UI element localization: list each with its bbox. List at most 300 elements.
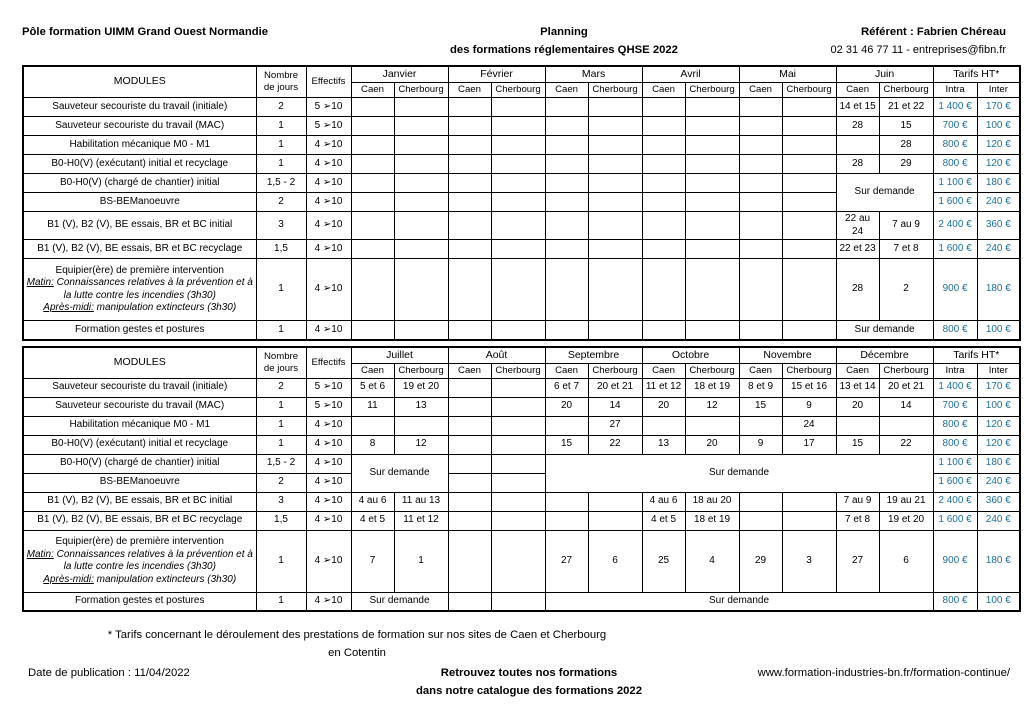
price-intra-cell: 900 €	[933, 530, 977, 592]
session-cell-empty	[782, 155, 836, 174]
col-header-month-septembre: Septembre	[545, 347, 642, 364]
module-name-cell: Sauveteur secouriste du travail (MAC)	[23, 397, 256, 416]
session-date-cell: 15	[836, 435, 879, 454]
session-date-cell: 15	[545, 435, 588, 454]
price-inter-cell: 360 €	[977, 492, 1020, 511]
col-header-caen: Caen	[545, 363, 588, 378]
session-date-cell: 21 et 22	[879, 98, 933, 117]
session-cell-empty	[782, 174, 836, 193]
module-effectifs-cell: 5 ➢10	[306, 98, 351, 117]
session-cell-empty	[448, 592, 491, 611]
tarifs-footnote	[0, 626, 1024, 662]
session-cell-empty	[739, 321, 782, 340]
col-header-cherbourg: Cherbourg	[588, 363, 642, 378]
session-cell-empty	[351, 193, 394, 212]
page-footer	[0, 664, 1024, 700]
session-cell-empty	[448, 397, 491, 416]
module-name-cell: Equipier(ère) de première intervention Matin: Connaissances relatives à la prévention et à la lutte contre les incendies (3h30) Après-midi: manipulation extincteurs (3h30)	[23, 530, 256, 592]
col-header-caen: Caen	[836, 83, 879, 98]
session-cell-empty	[491, 193, 545, 212]
planning-tables	[0, 65, 1024, 612]
module-name-cell: Sauveteur secouriste du travail (MAC)	[23, 117, 256, 136]
module-days-cell: 1	[256, 397, 306, 416]
session-cell-empty	[448, 511, 491, 530]
module-days-cell: 1	[256, 259, 306, 321]
planning-table-first-semester	[22, 65, 1021, 341]
col-header-month-decembre: Décembre	[836, 347, 933, 364]
module-days-cell: 2	[256, 473, 306, 492]
module-days-cell: 3	[256, 212, 306, 240]
sur-demande-cell: Sur demande	[545, 454, 933, 492]
module-effectifs-cell: 5 ➢10	[306, 117, 351, 136]
sur-demande-cell: Sur demande	[351, 592, 448, 611]
session-cell-empty	[685, 416, 739, 435]
col-header-effectifs: Effectifs	[306, 66, 351, 98]
price-intra-cell: 800 €	[933, 592, 977, 611]
session-cell-empty	[448, 454, 491, 473]
session-date-cell: 7 et 8	[836, 511, 879, 530]
session-cell-empty	[588, 98, 642, 117]
module-name-cell: B1 (V), B2 (V), BE essais, BR et BC recyclage	[23, 511, 256, 530]
module-days-cell: 1	[256, 416, 306, 435]
session-date-cell: 4 au 6	[351, 492, 394, 511]
session-cell-empty	[642, 136, 685, 155]
header-referent: Référent : Fabrien Chéreau	[860, 26, 1006, 38]
session-cell-empty	[642, 416, 685, 435]
price-inter-cell: 120 €	[977, 416, 1020, 435]
session-cell-empty	[588, 174, 642, 193]
header-row-months	[23, 347, 1020, 364]
session-date-cell: 28	[836, 155, 879, 174]
session-cell-empty	[491, 136, 545, 155]
price-intra-cell: 800 €	[933, 321, 977, 340]
session-cell-empty	[588, 193, 642, 212]
session-date-cell: 24	[782, 416, 836, 435]
session-cell-empty	[394, 193, 448, 212]
price-intra-cell: 900 €	[933, 259, 977, 321]
col-header-modules: MODULES	[23, 66, 256, 98]
session-date-cell: 6 et 7	[545, 378, 588, 397]
session-cell-empty	[642, 212, 685, 240]
col-header-caen: Caen	[448, 83, 491, 98]
session-date-cell: 22	[879, 435, 933, 454]
sur-demande-cell: Sur demande	[351, 454, 448, 492]
session-cell-empty	[545, 511, 588, 530]
price-inter-cell: 100 €	[977, 117, 1020, 136]
session-date-cell: 19 au 21	[879, 492, 933, 511]
session-date-cell: 20 et 21	[879, 378, 933, 397]
price-inter-cell: 240 €	[977, 473, 1020, 492]
col-header-caen: Caen	[545, 83, 588, 98]
session-cell-empty	[782, 193, 836, 212]
page-title: Planning	[540, 26, 588, 38]
catalogue-line-1: Retrouvez toutes nos formations	[440, 666, 618, 679]
session-cell-empty	[739, 155, 782, 174]
session-cell-empty	[545, 240, 588, 259]
header-contact	[706, 24, 1006, 59]
price-intra-cell: 800 €	[933, 136, 977, 155]
session-cell-empty	[394, 416, 448, 435]
module-name-cell: B1 (V), B2 (V), BE essais, BR et BC initial	[23, 492, 256, 511]
module-days-cell: 1	[256, 530, 306, 592]
session-date-cell: 20	[685, 435, 739, 454]
session-cell-empty	[545, 416, 588, 435]
session-date-cell: 6	[588, 530, 642, 592]
session-cell-empty	[685, 136, 739, 155]
session-cell-empty	[448, 117, 491, 136]
session-date-cell: 15	[879, 117, 933, 136]
session-date-cell: 20	[836, 397, 879, 416]
table-row	[23, 259, 1020, 321]
session-cell-empty	[491, 321, 545, 340]
col-header-caen: Caen	[351, 363, 394, 378]
session-cell-empty	[545, 136, 588, 155]
session-cell-empty	[491, 435, 545, 454]
session-cell-empty	[545, 193, 588, 212]
module-days-cell: 2	[256, 98, 306, 117]
session-cell-empty	[739, 212, 782, 240]
session-date-cell: 11 et 12	[394, 511, 448, 530]
session-date-cell: 7 au 9	[879, 212, 933, 240]
col-header-cherbourg: Cherbourg	[879, 83, 933, 98]
col-header-cherbourg: Cherbourg	[685, 363, 739, 378]
col-header-caen: Caen	[642, 83, 685, 98]
price-inter-cell: 180 €	[977, 454, 1020, 473]
col-header-month-janvier: Janvier	[351, 66, 448, 83]
module-days-cell: 2	[256, 378, 306, 397]
session-cell-empty	[642, 259, 685, 321]
session-cell-empty	[782, 212, 836, 240]
price-inter-cell: 180 €	[977, 259, 1020, 321]
module-name-cell: Formation gestes et postures	[23, 321, 256, 340]
session-cell-empty	[448, 136, 491, 155]
session-date-cell: 25	[642, 530, 685, 592]
session-cell-empty	[351, 98, 394, 117]
session-cell-empty	[836, 136, 879, 155]
session-cell-empty	[642, 117, 685, 136]
session-cell-empty	[642, 155, 685, 174]
price-inter-cell: 240 €	[977, 511, 1020, 530]
module-effectifs-cell: 4 ➢10	[306, 174, 351, 193]
page-header	[0, 0, 1024, 65]
session-cell-empty	[545, 98, 588, 117]
session-cell-empty	[685, 117, 739, 136]
price-inter-cell: 180 €	[977, 174, 1020, 193]
module-name-cell: B0-H0(V) (chargé de chantier) initial	[23, 454, 256, 473]
session-date-cell: 13	[394, 397, 448, 416]
session-cell-empty	[782, 98, 836, 117]
module-days-cell: 1,5 - 2	[256, 174, 306, 193]
module-name-cell: BS-BEManoeuvre	[23, 473, 256, 492]
header-title	[422, 24, 706, 59]
module-name-cell: B1 (V), B2 (V), BE essais, BR et BC initial	[23, 212, 256, 240]
session-cell-empty	[739, 240, 782, 259]
session-cell-empty	[545, 259, 588, 321]
session-cell-empty	[448, 212, 491, 240]
module-days-cell: 1,5	[256, 240, 306, 259]
sur-demande-cell: Sur demande	[836, 321, 933, 340]
session-cell-empty	[491, 98, 545, 117]
session-cell-empty	[685, 212, 739, 240]
module-days-cell: 1	[256, 435, 306, 454]
session-date-cell: 19 et 20	[394, 378, 448, 397]
session-cell-empty	[739, 136, 782, 155]
session-cell-empty	[491, 511, 545, 530]
session-cell-empty	[685, 240, 739, 259]
session-cell-empty	[588, 155, 642, 174]
session-cell-empty	[448, 193, 491, 212]
price-inter-cell: 360 €	[977, 212, 1020, 240]
session-cell-empty	[491, 378, 545, 397]
session-cell-empty	[545, 174, 588, 193]
col-header-cherbourg: Cherbourg	[782, 83, 836, 98]
module-days-cell: 1,5	[256, 511, 306, 530]
footnote-line-1: * Tarifs concernant le déroulement des prestations de formation sur nos sites de Caen et Cherbourg	[107, 629, 607, 642]
session-cell-empty	[448, 98, 491, 117]
col-header-caen: Caen	[642, 363, 685, 378]
session-cell-empty	[782, 136, 836, 155]
col-header-cherbourg: Cherbourg	[782, 363, 836, 378]
session-cell-empty	[782, 321, 836, 340]
price-intra-cell: 1 600 €	[933, 511, 977, 530]
module-name-cell: Equipier(ère) de première intervention Matin: Connaissances relatives à la prévention et à la lutte contre les incendies (3h30) Après-midi: manipulation extincteurs (3h30)	[23, 259, 256, 321]
col-header-month-octobre: Octobre	[642, 347, 739, 364]
price-inter-cell: 240 €	[977, 240, 1020, 259]
session-date-cell: 18 et 19	[685, 378, 739, 397]
session-date-cell: 20 et 21	[588, 378, 642, 397]
price-intra-cell: 1 600 €	[933, 240, 977, 259]
session-date-cell: 8 et 9	[739, 378, 782, 397]
header-row-months	[23, 66, 1020, 83]
session-date-cell: 9	[782, 397, 836, 416]
header-organization: Pôle formation UIMM Grand Ouest Normandie	[22, 26, 269, 38]
price-intra-cell: 800 €	[933, 435, 977, 454]
session-cell-empty	[588, 117, 642, 136]
session-cell-empty	[491, 259, 545, 321]
module-effectifs-cell: 5 ➢10	[306, 397, 351, 416]
session-cell-empty	[351, 212, 394, 240]
session-cell-empty	[491, 416, 545, 435]
session-date-cell: 1	[394, 530, 448, 592]
session-date-cell: 20	[545, 397, 588, 416]
session-cell-empty	[491, 473, 545, 492]
table-row	[23, 98, 1020, 117]
session-cell-empty	[448, 473, 491, 492]
session-cell-empty	[739, 174, 782, 193]
table-row	[23, 117, 1020, 136]
session-cell-empty	[782, 117, 836, 136]
table-head	[23, 347, 1020, 379]
module-name-cell: BS-BEManoeuvre	[23, 193, 256, 212]
session-cell-empty	[448, 378, 491, 397]
session-date-cell: 18 au 20	[685, 492, 739, 511]
module-effectifs-cell: 4 ➢10	[306, 136, 351, 155]
col-header-caen: Caen	[739, 363, 782, 378]
session-cell-empty	[448, 321, 491, 340]
session-date-cell: 11 au 13	[394, 492, 448, 511]
session-cell-empty	[491, 492, 545, 511]
session-cell-empty	[394, 155, 448, 174]
session-cell-empty	[642, 193, 685, 212]
table-row	[23, 592, 1020, 611]
session-cell-empty	[448, 435, 491, 454]
module-effectifs-cell: 4 ➢10	[306, 530, 351, 592]
module-name-cell: B1 (V), B2 (V), BE essais, BR et BC recyclage	[23, 240, 256, 259]
module-name-cell: Habilitation mécanique M0 - M1	[23, 136, 256, 155]
session-date-cell: 14	[879, 397, 933, 416]
session-date-cell: 17	[782, 435, 836, 454]
session-cell-empty	[642, 174, 685, 193]
table-row	[23, 397, 1020, 416]
module-name-cell: B0-H0(V) (exécutant) initial et recyclage	[23, 155, 256, 174]
module-name-cell: Habilitation mécanique M0 - M1	[23, 416, 256, 435]
session-date-cell: 12	[394, 435, 448, 454]
price-inter-cell: 170 €	[977, 378, 1020, 397]
price-intra-cell: 1 600 €	[933, 193, 977, 212]
col-header-caen: Caen	[351, 83, 394, 98]
session-date-cell: 19 et 20	[879, 511, 933, 530]
table-row	[23, 530, 1020, 592]
session-cell-empty	[491, 592, 545, 611]
session-date-cell: 9	[739, 435, 782, 454]
col-header-month-avril: Avril	[642, 66, 739, 83]
module-effectifs-cell: 4 ➢10	[306, 212, 351, 240]
session-date-cell: 22	[588, 435, 642, 454]
session-cell-empty	[491, 174, 545, 193]
session-date-cell: 11 et 12	[642, 378, 685, 397]
session-cell-empty	[394, 321, 448, 340]
col-header-tarifs: Tarifs HT*	[933, 347, 1020, 364]
session-cell-empty	[642, 321, 685, 340]
col-header-intra: Intra	[933, 83, 977, 98]
session-cell-empty	[394, 98, 448, 117]
table-body	[23, 378, 1020, 611]
module-name-cell: B0-H0(V) (exécutant) initial et recyclage	[23, 435, 256, 454]
col-header-modules: MODULES	[23, 347, 256, 379]
session-cell-empty	[448, 492, 491, 511]
session-cell-empty	[491, 397, 545, 416]
session-cell-empty	[394, 212, 448, 240]
session-date-cell: 4	[685, 530, 739, 592]
col-header-cherbourg: Cherbourg	[394, 363, 448, 378]
session-cell-empty	[351, 240, 394, 259]
session-date-cell: 15	[739, 397, 782, 416]
session-cell-empty	[739, 98, 782, 117]
module-days-cell: 3	[256, 492, 306, 511]
module-effectifs-cell: 4 ➢10	[306, 435, 351, 454]
session-date-cell: 4 et 5	[351, 511, 394, 530]
module-effectifs-cell: 4 ➢10	[306, 416, 351, 435]
table-row	[23, 454, 1020, 473]
session-date-cell: 14	[588, 397, 642, 416]
publication-date: Date de publication : 11/04/2022	[28, 666, 190, 679]
price-inter-cell: 180 €	[977, 530, 1020, 592]
module-days-cell: 1	[256, 155, 306, 174]
session-date-cell: 27	[545, 530, 588, 592]
col-header-nombre-de-jours: Nombre de jours	[256, 66, 306, 98]
col-header-month-juillet: Juillet	[351, 347, 448, 364]
price-inter-cell: 120 €	[977, 136, 1020, 155]
module-days-cell: 1	[256, 136, 306, 155]
col-header-caen: Caen	[448, 363, 491, 378]
module-effectifs-cell: 4 ➢10	[306, 259, 351, 321]
session-cell-empty	[782, 240, 836, 259]
price-intra-cell: 1 100 €	[933, 174, 977, 193]
session-date-cell: 13	[642, 435, 685, 454]
price-inter-cell: 100 €	[977, 397, 1020, 416]
session-cell-empty	[685, 193, 739, 212]
session-cell-empty	[685, 174, 739, 193]
col-header-tarifs: Tarifs HT*	[933, 66, 1020, 83]
session-date-cell: 15 et 16	[782, 378, 836, 397]
price-intra-cell: 1 400 €	[933, 98, 977, 117]
module-effectifs-cell: 4 ➢10	[306, 155, 351, 174]
table-row	[23, 378, 1020, 397]
session-cell-empty	[351, 321, 394, 340]
col-header-effectifs: Effectifs	[306, 347, 351, 379]
module-effectifs-cell: 4 ➢10	[306, 321, 351, 340]
session-cell-empty	[642, 98, 685, 117]
col-header-inter: Inter	[977, 363, 1020, 378]
session-cell-empty	[545, 155, 588, 174]
session-date-cell: 18 et 19	[685, 511, 739, 530]
session-cell-empty	[448, 240, 491, 259]
module-name-cell: Formation gestes et postures	[23, 592, 256, 611]
price-inter-cell: 170 €	[977, 98, 1020, 117]
session-cell-empty	[588, 240, 642, 259]
session-cell-empty	[448, 530, 491, 592]
session-cell-empty	[739, 117, 782, 136]
website-url[interactable]: www.formation-industries-bn.fr/formation-continue/	[757, 666, 1010, 679]
session-cell-empty	[491, 212, 545, 240]
session-cell-empty	[351, 117, 394, 136]
session-cell-empty	[491, 454, 545, 473]
session-date-cell: 29	[739, 530, 782, 592]
col-header-cherbourg: Cherbourg	[588, 83, 642, 98]
price-inter-cell: 120 €	[977, 435, 1020, 454]
session-cell-empty	[448, 155, 491, 174]
module-effectifs-cell: 4 ➢10	[306, 592, 351, 611]
session-cell-empty	[588, 511, 642, 530]
session-date-cell: 13 et 14	[836, 378, 879, 397]
session-date-cell: 6	[879, 530, 933, 592]
session-cell-empty	[739, 492, 782, 511]
session-cell-empty	[491, 240, 545, 259]
catalogue-line-2: dans notre catalogue des formations 2022	[415, 684, 642, 697]
session-cell-empty	[491, 117, 545, 136]
col-header-month-mai: Mai	[739, 66, 836, 83]
session-cell-empty	[351, 136, 394, 155]
module-effectifs-cell: 4 ➢10	[306, 511, 351, 530]
session-cell-empty	[739, 259, 782, 321]
table-row	[23, 136, 1020, 155]
session-date-cell: 14 et 15	[836, 98, 879, 117]
price-intra-cell: 700 €	[933, 397, 977, 416]
session-cell-empty	[448, 416, 491, 435]
session-cell-empty	[642, 240, 685, 259]
session-cell-empty	[685, 259, 739, 321]
session-date-cell: 5 et 6	[351, 378, 394, 397]
session-cell-empty	[588, 321, 642, 340]
module-days-cell: 1	[256, 117, 306, 136]
planning-table-second-semester	[22, 346, 1021, 613]
module-effectifs-cell: 4 ➢10	[306, 492, 351, 511]
session-cell-empty	[351, 155, 394, 174]
price-intra-cell: 1 400 €	[933, 378, 977, 397]
module-effectifs-cell: 4 ➢10	[306, 193, 351, 212]
footnote-line-2: en Cotentin	[328, 647, 386, 660]
session-cell-empty	[739, 193, 782, 212]
